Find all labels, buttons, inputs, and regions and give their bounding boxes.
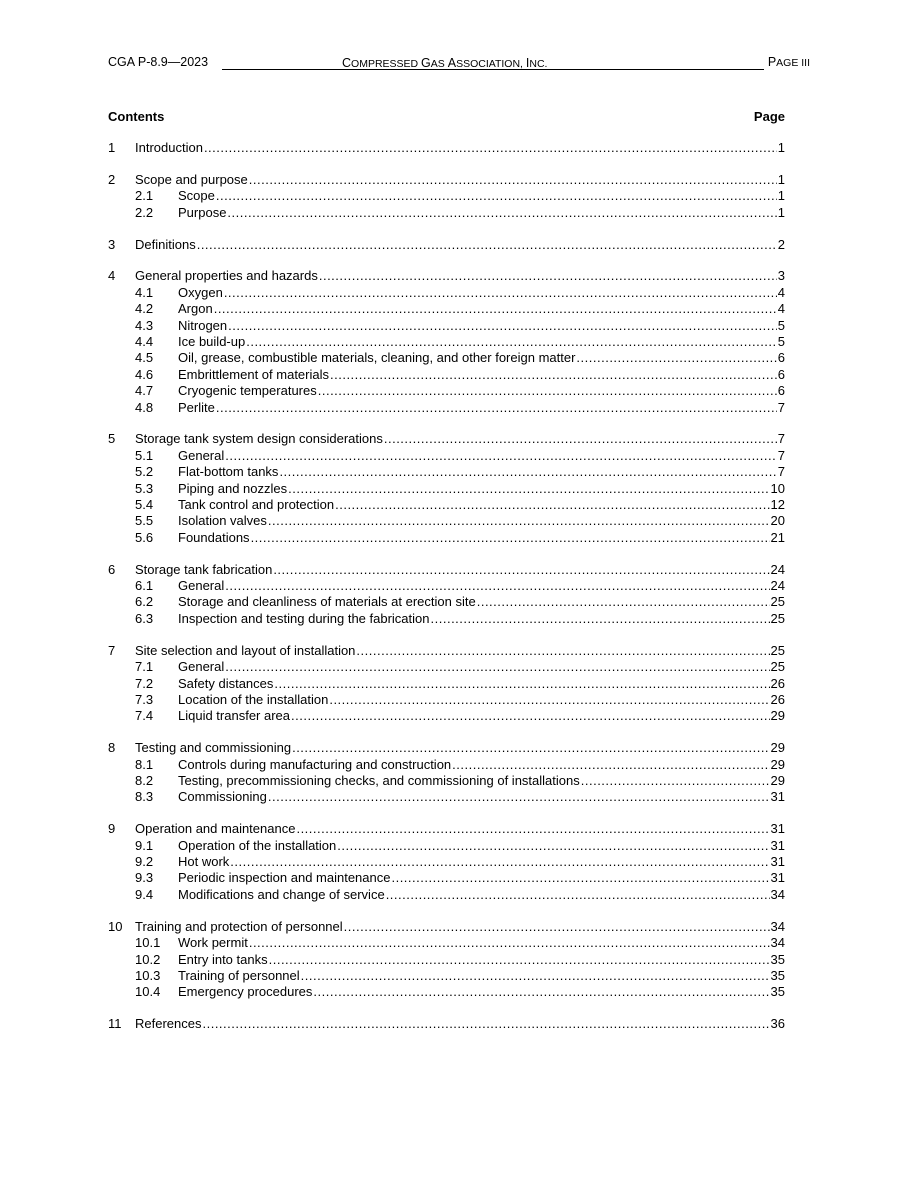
- toc-entry-number: 6.1: [135, 578, 154, 594]
- toc-entry-title: Safety distances: [178, 675, 274, 691]
- publisher-part: SSOCIATION: [456, 58, 521, 70]
- toc-leader-dots: [224, 285, 777, 301]
- toc-leader-dots: [251, 530, 770, 546]
- toc-entry-number: 4.2: [135, 301, 154, 317]
- toc-entry-number: 8.1: [135, 756, 154, 772]
- toc-leader-dots: [202, 1016, 769, 1032]
- toc-entry-page: 21: [770, 529, 785, 545]
- toc-entry-page: 20: [770, 513, 785, 529]
- toc-entry-number: 8.3: [135, 789, 154, 805]
- toc-subentry[interactable]: [108, 205, 785, 221]
- toc-entry-title: Modifications and change of service: [178, 886, 385, 902]
- toc-entry-page: 29: [770, 708, 785, 724]
- toc-entry-title: Introduction: [135, 140, 203, 155]
- toc-subentry[interactable]: [108, 984, 785, 1000]
- toc-subentry[interactable]: [108, 481, 785, 497]
- toc-leader-dots: [581, 773, 770, 789]
- contents-heading: [108, 109, 785, 124]
- toc-entry-number: 10.1: [135, 935, 161, 951]
- toc-subentry[interactable]: [108, 676, 785, 692]
- toc-subentry[interactable]: [108, 530, 785, 546]
- toc-subentry[interactable]: [108, 578, 785, 594]
- toc-entry-page: 6: [777, 366, 785, 382]
- toc-entry[interactable]: [108, 1016, 785, 1032]
- toc-leader-dots: [216, 400, 777, 416]
- toc-entry-page: 6: [777, 383, 785, 399]
- toc-leader-dots: [329, 692, 769, 708]
- toc-entry-page: 31: [770, 870, 785, 886]
- toc-leader-dots: [431, 611, 770, 627]
- toc-entry-number: 7.2: [135, 675, 154, 691]
- toc-entry-page: 12: [770, 497, 785, 513]
- toc-entry-number: 4.5: [135, 350, 154, 366]
- toc-entry-page: 34: [770, 935, 785, 951]
- toc-entry[interactable]: [108, 237, 785, 253]
- toc-leader-dots: [214, 301, 777, 317]
- toc-entry[interactable]: [108, 268, 785, 284]
- toc-entry-number: 2.2: [135, 204, 154, 220]
- toc-entry-page: 26: [770, 691, 785, 707]
- toc-leader-dots: [273, 562, 769, 578]
- toc-entry-page: 7: [777, 431, 785, 447]
- toc-entry-page: 31: [770, 821, 785, 837]
- toc-entry-title: Argon: [178, 301, 213, 317]
- toc-subentry[interactable]: [108, 285, 785, 301]
- toc-entry-page: 25: [770, 642, 785, 658]
- toc-entry-number: 6: [108, 561, 116, 577]
- toc-section: [108, 821, 785, 903]
- toc-entry-number: 10: [108, 918, 123, 934]
- toc-leader-dots: [391, 870, 769, 886]
- toc-entry-page: 24: [770, 578, 785, 594]
- toc-entry-page: 1: [777, 188, 785, 204]
- toc-entry-number: 10.4: [135, 984, 161, 1000]
- toc-entry-title: Purpose: [178, 204, 227, 220]
- toc-subentry[interactable]: [108, 838, 785, 854]
- toc-entry[interactable]: [108, 562, 785, 578]
- toc-entry-number: 8: [108, 740, 116, 756]
- toc-entry-number: 9.3: [135, 870, 154, 886]
- toc-entry-title: Ice build-up: [178, 334, 246, 350]
- toc-entry-page: 24: [770, 561, 785, 577]
- toc-entry-title: Operation and maintenance: [135, 821, 296, 837]
- toc-entry-title: Scope and purpose: [135, 171, 248, 187]
- toc-entry-title: Entry into tanks: [178, 951, 268, 967]
- toc-entry-number: 5.1: [135, 447, 154, 463]
- toc-entry-title: Tank control and protection: [178, 497, 335, 513]
- toc-subentry[interactable]: [108, 594, 785, 610]
- toc-leader-dots: [274, 676, 769, 692]
- toc-entry-title: General: [178, 447, 225, 463]
- page-header: [108, 55, 810, 71]
- toc-entry-page: 1: [777, 171, 785, 187]
- toc-entry-page: 1: [777, 140, 785, 155]
- publisher-part: AS: [430, 58, 448, 70]
- toc-entry-page: 10: [770, 480, 785, 496]
- toc-entry-page: 34: [770, 918, 785, 934]
- toc-leader-dots: [197, 237, 777, 253]
- toc-section: [108, 740, 785, 806]
- toc-entry[interactable]: [108, 172, 785, 188]
- page-column-label: Page: [753, 109, 785, 124]
- toc-leader-dots: [292, 740, 769, 756]
- toc-subentry[interactable]: [108, 513, 785, 529]
- toc-leader-dots: [288, 481, 769, 497]
- toc-entry-number: 7.3: [135, 691, 154, 707]
- toc-entry-page: 25: [770, 594, 785, 610]
- publisher-part: NC: [529, 58, 545, 70]
- toc-entry-title: Location of the installation: [178, 691, 329, 707]
- toc-entry-page: 36: [770, 1016, 785, 1032]
- toc-entry-title: Work permit: [178, 935, 248, 951]
- toc-entry-title: Hot work: [178, 854, 230, 870]
- toc-entry-title: Liquid transfer area: [178, 708, 291, 724]
- toc-leader-dots: [225, 578, 769, 594]
- publisher-part: OMPRESSED: [351, 58, 422, 70]
- toc-entry-page: 29: [770, 756, 785, 772]
- toc-entry-page: 31: [770, 854, 785, 870]
- table-of-contents: [108, 140, 785, 1048]
- toc-subentry[interactable]: [108, 318, 785, 334]
- toc-entry[interactable]: [108, 643, 785, 659]
- toc-entry-title: Definitions: [135, 236, 196, 252]
- toc-subentry[interactable]: [108, 692, 785, 708]
- toc-entry-page: 31: [770, 789, 785, 805]
- toc-leader-dots: [225, 659, 769, 675]
- toc-entry-number: 4.3: [135, 317, 154, 333]
- toc-leader-dots: [249, 935, 770, 951]
- toc-entry-title: Storage and cleanliness of materials at erection site: [178, 594, 476, 610]
- toc-leader-dots: [386, 887, 770, 903]
- toc-entry-page: 6: [777, 350, 785, 366]
- toc-entry-number: 6.3: [135, 610, 154, 626]
- toc-subentry[interactable]: [108, 708, 785, 724]
- toc-leader-dots: [268, 789, 770, 805]
- toc-entry-number: 5.6: [135, 529, 154, 545]
- toc-entry-page: 35: [770, 967, 785, 983]
- toc-leader-dots: [477, 594, 770, 610]
- toc-entry-title: Controls during manufacturing and construction: [178, 756, 452, 772]
- publisher-part: C: [342, 56, 352, 70]
- toc-entry-title: Periodic inspection and maintenance: [178, 870, 391, 886]
- toc-entry-title: General properties and hazards: [135, 268, 318, 284]
- toc-subentry[interactable]: [108, 497, 785, 513]
- toc-entry-page: 5: [777, 334, 785, 350]
- toc-entry-number: 10.3: [135, 967, 161, 983]
- toc-entry-title: Training and protection of personnel: [135, 918, 343, 934]
- toc-entry-title: Flat-bottom tanks: [178, 464, 279, 480]
- toc-leader-dots: [279, 464, 776, 480]
- toc-leader-dots: [291, 708, 770, 724]
- toc-section: [108, 562, 785, 628]
- toc-subentry[interactable]: [108, 870, 785, 886]
- toc-leader-dots: [344, 919, 770, 935]
- toc-subentry[interactable]: [108, 188, 785, 204]
- toc-entry-number: 4.7: [135, 383, 154, 399]
- contents-title: Contents: [108, 109, 165, 124]
- toc-subentry[interactable]: [108, 464, 785, 480]
- toc-entry-page: 31: [770, 837, 785, 853]
- toc-entry-number: 5.3: [135, 480, 154, 496]
- toc-entry[interactable]: [108, 431, 785, 447]
- toc-entry-page: 35: [770, 984, 785, 1000]
- toc-entry[interactable]: [108, 821, 785, 837]
- toc-entry-number: 9.1: [135, 837, 154, 853]
- toc-entry-title: Oil, grease, combustible materials, cleaning, and other foreign matter: [178, 350, 576, 366]
- toc-entry-number: 7: [108, 642, 116, 658]
- toc-section: [108, 140, 785, 156]
- toc-leader-dots: [228, 318, 777, 334]
- toc-subentry[interactable]: [108, 935, 785, 951]
- toc-leader-dots: [356, 643, 769, 659]
- toc-entry[interactable]: [108, 919, 785, 935]
- toc-entry-title: Inspection and testing during the fabrication: [178, 610, 430, 626]
- toc-entry-page: 26: [770, 675, 785, 691]
- toc-entry-title: References: [135, 1016, 202, 1032]
- toc-entry-title: Cryogenic temperatures: [178, 383, 317, 399]
- toc-entry-page: 1: [777, 204, 785, 220]
- toc-entry-number: 9.2: [135, 854, 154, 870]
- toc-entry-title: Nitrogen: [178, 317, 228, 333]
- toc-entry-title: Foundations: [178, 529, 250, 545]
- toc-entry-page: 3: [777, 268, 785, 284]
- toc-subentry[interactable]: [108, 887, 785, 903]
- toc-leader-dots: [227, 205, 776, 221]
- toc-subentry[interactable]: [108, 789, 785, 805]
- toc-leader-dots: [269, 952, 770, 968]
- toc-leader-dots: [216, 188, 777, 204]
- publisher-part: .: [544, 58, 548, 70]
- toc-entry-page: 25: [770, 610, 785, 626]
- toc-subentry[interactable]: [108, 350, 785, 366]
- toc-entry-number: 10.2: [135, 951, 161, 967]
- toc-section: [108, 643, 785, 725]
- toc-subentry[interactable]: [108, 968, 785, 984]
- toc-entry-title: Isolation valves: [178, 513, 267, 529]
- toc-entry-number: 2: [108, 171, 116, 187]
- toc-subentry[interactable]: [108, 400, 785, 416]
- toc-entry-page: 25: [770, 659, 785, 675]
- toc-entry-number: 2.1: [135, 188, 154, 204]
- toc-entry-page: 4: [777, 301, 785, 317]
- toc-leader-dots: [576, 350, 776, 366]
- toc-entry-page: 29: [770, 740, 785, 756]
- toc-entry-number: 5: [108, 431, 116, 447]
- toc-entry-title: Storage tank fabrication: [135, 561, 273, 577]
- toc-subentry[interactable]: [108, 757, 785, 773]
- toc-entry-number: 5.5: [135, 513, 154, 529]
- toc-subentry[interactable]: [108, 952, 785, 968]
- toc-subentry[interactable]: [108, 611, 785, 627]
- toc-entry-number: 5.4: [135, 497, 154, 513]
- toc-entry-number: 1: [108, 140, 116, 155]
- toc-entry-title: Commissioning: [178, 789, 267, 805]
- page-number-part: AGE III: [776, 57, 810, 69]
- toc-subentry[interactable]: [108, 367, 785, 383]
- toc-section: [108, 1016, 785, 1032]
- toc-entry-page: 4: [777, 284, 785, 300]
- toc-leader-dots: [268, 513, 770, 529]
- toc-entry-page: 5: [777, 317, 785, 333]
- toc-entry-page: 35: [770, 951, 785, 967]
- toc-leader-dots: [384, 431, 777, 447]
- toc-leader-dots: [330, 367, 777, 383]
- toc-entry-number: 9.4: [135, 886, 154, 902]
- toc-entry-page: 34: [770, 886, 785, 902]
- toc-entry-number: 4.4: [135, 334, 154, 350]
- toc-entry-title: Testing and commissioning: [135, 740, 292, 756]
- toc-leader-dots: [296, 821, 769, 837]
- toc-entry-number: 8.2: [135, 773, 154, 788]
- toc-entry-title: Scope: [178, 188, 215, 204]
- toc-leader-dots: [452, 757, 769, 773]
- toc-entry-number: 7.1: [135, 659, 154, 675]
- toc-leader-dots: [319, 268, 777, 284]
- toc-entry-title: Storage tank system design considerations: [135, 431, 383, 447]
- toc-entry-page: 2: [777, 236, 785, 252]
- toc-entry[interactable]: [108, 140, 785, 156]
- toc-leader-dots: [249, 172, 777, 188]
- toc-leader-dots: [318, 383, 777, 399]
- toc-entry-number: 5.2: [135, 464, 154, 480]
- toc-entry-title: General: [178, 659, 225, 675]
- toc-subentry[interactable]: [108, 448, 785, 464]
- toc-entry-number: 7.4: [135, 708, 154, 724]
- toc-entry-page: 7: [777, 399, 785, 415]
- toc-section: [108, 268, 785, 416]
- toc-section: [108, 172, 785, 221]
- toc-entry-number: 6.2: [135, 594, 154, 610]
- toc-entry-page: 7: [777, 447, 785, 463]
- toc-leader-dots: [230, 854, 769, 870]
- toc-entry-number: 9: [108, 821, 116, 837]
- toc-entry-title: Piping and nozzles: [178, 480, 288, 496]
- toc-section: [108, 431, 785, 546]
- toc-entry-number: 4: [108, 268, 116, 284]
- toc-subentry[interactable]: [108, 334, 785, 350]
- toc-entry-title: Testing, precommissioning checks, and commissioning of installations: [178, 773, 580, 788]
- toc-section: [108, 919, 785, 1001]
- toc-entry[interactable]: [108, 740, 785, 756]
- toc-leader-dots: [313, 984, 769, 1000]
- toc-entry-page: 7: [777, 464, 785, 480]
- toc-subentry[interactable]: [108, 854, 785, 870]
- toc-leader-dots: [301, 968, 770, 984]
- toc-entry-title: Site selection and layout of installation: [135, 642, 356, 658]
- document-id: CGA P-8.9—2023: [108, 55, 209, 69]
- toc-entry-title: Emergency procedures: [178, 984, 313, 1000]
- toc-entry-number: 4.1: [135, 284, 154, 300]
- publisher-part: A: [447, 56, 457, 70]
- toc-leader-dots: [225, 448, 777, 464]
- toc-entry-number: 4.8: [135, 399, 154, 415]
- toc-leader-dots: [204, 140, 777, 156]
- toc-section: [108, 237, 785, 253]
- toc-leader-dots: [335, 497, 769, 513]
- toc-entry-page: 29: [770, 773, 785, 788]
- toc-subentry[interactable]: [108, 773, 785, 789]
- toc-entry-title: Operation of the installation: [178, 837, 337, 853]
- toc-entry-number: 11: [108, 1016, 122, 1032]
- toc-entry-title: General: [178, 578, 225, 594]
- toc-entry-title: Perlite: [178, 399, 215, 415]
- publisher-name: [342, 56, 547, 70]
- toc-subentry[interactable]: [108, 301, 785, 317]
- page-number-part: P: [767, 55, 777, 69]
- publisher-part: ,: [520, 58, 526, 70]
- page-number-label: [768, 55, 810, 69]
- toc-entry-number: 4.6: [135, 366, 154, 382]
- publisher-part: I: [525, 56, 530, 70]
- toc-entry-title: Oxygen: [178, 284, 223, 300]
- toc-entry-title: Training of personnel: [178, 967, 300, 983]
- toc-subentry[interactable]: [108, 659, 785, 675]
- publisher-part: G: [421, 56, 431, 70]
- toc-subentry[interactable]: [108, 383, 785, 399]
- toc-entry-number: 3: [108, 236, 116, 252]
- toc-leader-dots: [246, 334, 777, 350]
- toc-entry-title: Embrittlement of materials: [178, 366, 329, 382]
- toc-leader-dots: [337, 838, 769, 854]
